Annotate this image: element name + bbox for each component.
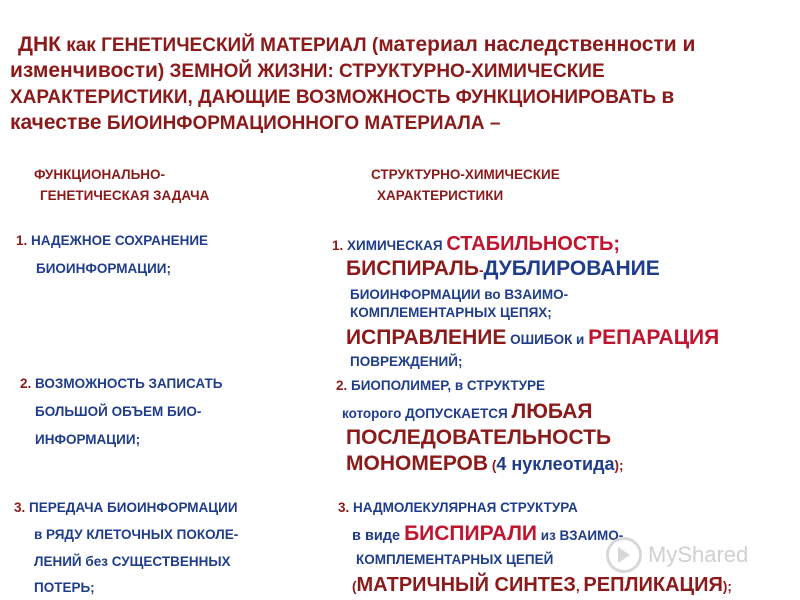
title-text: изменчивости <box>10 59 158 82</box>
right-item-1-cont: КОМПЛЕМЕНТАРНЫХ ЦЕПЯХ; <box>350 305 552 320</box>
item-text: ); <box>722 579 732 594</box>
right-item-1 <box>332 233 620 256</box>
item-emphasis: СТАБИЛЬНОСТЬ; <box>446 233 621 255</box>
item-emphasis: БИСПИРАЛЬ <box>346 257 479 280</box>
item-text: БИОПОЛИМЕР, в СТРУКТУРЕ <box>351 378 546 393</box>
watermark-text: MyShared <box>648 542 749 567</box>
title-text: качестве <box>10 111 102 134</box>
item-text: НАДМОЛЕКУЛЯРНАЯ СТРУКТУРА <box>353 500 578 515</box>
item-text: ОШИБОК и <box>506 332 589 347</box>
title-text: ХАРАКТЕРИСТИКИ, ДАЮЩИЕ ВОЗМОЖНОСТЬ ФУНКЦИОНИРОВАТЬ <box>10 87 662 108</box>
right-item-1-cont: ПОВРЕЖДЕНИЙ; <box>350 354 463 369</box>
right-item-2 <box>336 378 545 393</box>
play-icon <box>606 537 642 573</box>
item-text: ( <box>352 579 357 594</box>
right-item-1-line-5 <box>346 326 719 350</box>
left-item-3-cont: в РЯДУ КЛЕТОЧНЫХ ПОКОЛЕ- <box>34 527 239 542</box>
item-text: которого ДОПУСКАЕТСЯ <box>342 406 512 421</box>
right-item-1-line-2 <box>346 257 660 281</box>
item-number: 1. <box>332 238 348 253</box>
item-emphasis: МАТРИЧНЫЙ СИНТЕЗ <box>356 574 576 596</box>
left-column-header: ГЕНЕТИЧЕСКАЯ ЗАДАЧА <box>40 188 210 203</box>
item-emphasis: ЛЮБАЯ <box>511 400 593 423</box>
title-text: БИОИНФОРМАЦИОННОГО МАТЕРИАЛА – <box>101 113 501 134</box>
left-item-3-cont: ЛЕНИЙ без СУЩЕСТВЕННЫХ <box>34 554 231 569</box>
item-text: из ВЗАИМО- <box>537 528 624 543</box>
left-item-1-cont: БИОИНФОРМАЦИИ; <box>36 261 171 276</box>
item-text: ПЕРЕДАЧА БИОИНФОРМАЦИИ <box>29 500 238 515</box>
left-item-3-cont: ПОТЕРЬ; <box>34 580 95 595</box>
item-emphasis: ИСПРАВЛЕНИЕ <box>346 326 507 349</box>
title-line-4 <box>10 110 500 136</box>
left-item-1 <box>16 233 208 248</box>
title-text: ) ЗЕМНОЙ ЖИЗНИ: СТРУКТУРНО-ХИМИЧЕСКИЕ <box>157 61 605 82</box>
item-text: ХИМИЧЕСКАЯ <box>347 238 447 253</box>
watermark <box>606 530 786 580</box>
item-emphasis: ДУБЛИРОВАНИЕ <box>483 257 660 280</box>
title-line-3 <box>10 84 674 110</box>
item-number: 3. <box>14 500 30 515</box>
right-item-3 <box>338 500 578 515</box>
title-text: в <box>661 85 675 108</box>
left-column-header: ФУНКЦИОНАЛЬНО- <box>34 167 166 182</box>
left-item-2 <box>20 376 222 391</box>
title-line-1 <box>18 32 695 58</box>
title-dnk: ДНК <box>18 33 61 56</box>
left-item-2-cont: ИНФОРМАЦИИ; <box>35 432 141 447</box>
right-item-2-line-2 <box>342 400 592 424</box>
right-item-2-line-4 <box>346 452 624 476</box>
item-text: - <box>478 263 484 278</box>
item-text: в виде <box>352 528 405 544</box>
title-line-2 <box>10 58 605 84</box>
item-number: 2. <box>20 376 36 391</box>
title-text: как ГЕНЕТИЧЕСКИЙ МАТЕРИАЛ ( <box>60 35 379 56</box>
item-text: ( <box>488 458 497 473</box>
item-text: ); <box>614 458 624 473</box>
item-number: 2. <box>336 378 352 393</box>
title-text: материал наследственности и <box>378 33 696 56</box>
item-emphasis: РЕПАРАЦИЯ <box>588 326 720 349</box>
item-emphasis: БИСПИРАЛИ <box>404 522 538 545</box>
item-emphasis: МОНОМЕРОВ <box>346 452 489 475</box>
item-text: , <box>575 579 584 594</box>
item-emphasis: РЕПЛИКАЦИЯ <box>583 574 723 596</box>
left-item-2-cont: БОЛЬШОЙ ОБЪЕМ БИО- <box>35 404 202 419</box>
right-item-3-cont: КОМПЛЕМЕНТАРНЫХ ЦЕПЕЙ <box>356 552 554 567</box>
item-text: ВОЗМОЖНОСТЬ ЗАПИСАТЬ <box>35 376 223 391</box>
item-emphasis: 4 нуклеотида <box>496 454 615 474</box>
item-text: НАДЕЖНОЕ СОХРАНЕНИЕ <box>31 233 209 248</box>
right-item-3-line-2 <box>352 522 623 546</box>
right-column-header: СТРУКТУРНО-ХИМИЧЕСКИЕ <box>371 167 560 182</box>
right-item-2-emphasis: ПОСЛЕДОВАТЕЛЬНОСТЬ <box>346 426 612 449</box>
right-column-header: ХАРАКТЕРИСТИКИ <box>377 188 504 203</box>
left-item-3 <box>14 500 238 515</box>
item-number: 1. <box>16 233 32 248</box>
right-item-1-cont: БИОИНФОРМАЦИИ во ВЗАИМО- <box>350 287 569 302</box>
item-number: 3. <box>338 500 354 515</box>
